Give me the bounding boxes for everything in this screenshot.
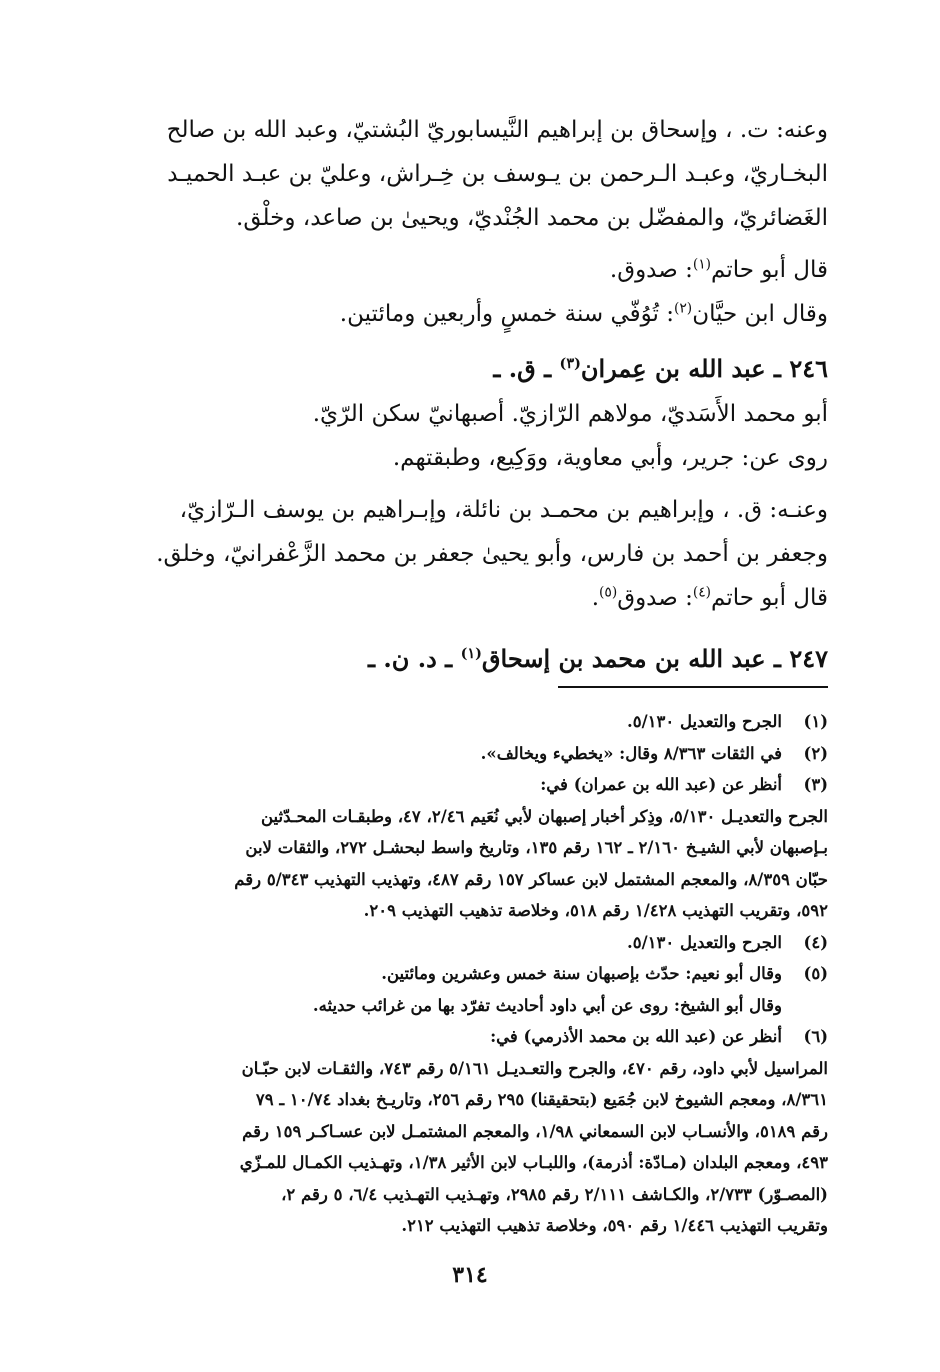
heading-text: ٢٤٧ ـ عبد الله بن محمد بن إسحاق <box>481 644 828 673</box>
footnote-3 <box>112 769 828 801</box>
heading-text: ٢٤٦ ـ عبد الله بن عِمران <box>580 354 828 383</box>
text-line: وعنـه: ق. ، وإبراهيم بن محمـد بن نائلة، وإبـراهيم بن يوسف الـرّازيّ، <box>179 497 828 523</box>
footnote-text: في الثقات ٨/٣٦٣ وقال: «يخطيء ويخالف». <box>480 743 782 763</box>
line-abu-hatim-2 <box>112 576 828 620</box>
footnote-ref[interactable]: (٥) <box>599 584 618 601</box>
footnote-number: (٤) <box>803 932 828 952</box>
text-span: : تُوُفّي سنة خمسٍ وأربعين ومائتين. <box>339 301 674 327</box>
footnote-3-line: الجرح والتعديـل ٥/١٣٠، وذِكر أخبار إصبهان لأبي نُعَيم ٢/٤٦، ٤٧، وطبقـات المحـدّثين <box>260 806 828 826</box>
footnote-5 <box>112 958 828 990</box>
footnote-number: (٣) <box>803 775 828 794</box>
footnote-6-line: وتقريب التهذيب ١/٤٤٦ رقم ٥٩٠، وخلاصة تذهيب التهذيب ٢١٢. <box>401 1216 828 1235</box>
footnote-5-line: وقال أبو الشيخ: روى عن أبي داود أحاديث تفرّد بها من غرائب حديثه. <box>312 995 782 1015</box>
line-rawa-an: روى عن: جرير، وأبي معاوية، ووَكِيع، وطبقتهم. <box>392 445 828 471</box>
paragraph-narrators-1 <box>112 108 828 240</box>
footnote-number: (٦) <box>803 1027 828 1046</box>
footnote-number: (٢) <box>803 743 828 763</box>
text-span: قال أبو حاتم <box>711 257 828 283</box>
footnote-ref[interactable]: (٣) <box>559 355 581 372</box>
footnote-6-line: ٤٩٣، ومعجم البلدان (مـادّة: أذرمة)، واللبـاب لابن الأثير ١/٣٨، وتهـذيب الكمـال للمـزّي <box>239 1153 828 1172</box>
footnote-6-line: رقم ٥١٨٩، والأنسـاب لابن السمعاني ١/٩٨، والمعجم المشتمـل لابن عسـاكـر ١٥٩ رقم <box>242 1121 828 1141</box>
text-span: . <box>591 585 600 611</box>
footnote-separator <box>558 686 828 688</box>
footnotes <box>112 706 828 1242</box>
text-span: : صدوق <box>617 585 693 611</box>
text-span: : صدوق. <box>609 257 693 283</box>
footnote-1 <box>112 706 828 738</box>
footnote-number: (١) <box>803 712 828 731</box>
text-line: الغَضائريّ، والمفضّل بن محمد الجُنْديّ، ويحيىٰ بن صاعد، وخلْق. <box>236 205 828 231</box>
footnote-ref[interactable]: (١) <box>460 645 482 662</box>
footnote-6-line: (المصـوّر) ٢/٧٣٣، والكـاشف ٢/١١١ رقم ٢٩٨٥، وتهـذيب التهـذيب ٦/٤، ٥ رقم ٢، <box>281 1184 828 1204</box>
line-abu-hatim-1 <box>112 248 828 292</box>
text-span: وقال ابن حيَّان <box>692 301 828 327</box>
text-line: وعنه: ت. ، وإسحاق بن إبراهيم النَّيسابوريّ البُشتيّ، وعبد الله بن صالح <box>166 117 828 143</box>
page-number: ٣١٤ <box>452 1262 488 1288</box>
footnote-number: (٥) <box>803 964 828 983</box>
footnote-text: الجرح والتعديل ٥/١٣٠. <box>626 712 782 731</box>
footnote-6-line: ٨/٣٦١، ومعجم الشيوخ لابن جُمَيع (بتحقيقنا) ٢٩٥ رقم ٢٥٦، وتاريـخ بغداد ١٠/٧٤ ـ ٧٩ <box>255 1090 828 1109</box>
footnote-3-line: ٥٩٢، وتقريب التهذيب ١/٤٢٨ رقم ٥١٨، وخلاصة تذهيب التهذيب ٢٠٩. <box>363 901 828 920</box>
footnote-3-line: حبّان ٨/٣٥٩، والمعجم المشتمل لابن عساكر ١٥٧ رقم ٤٨٧، وتهذيب التهذيب ٥/٣٤٣ رقم <box>234 869 828 889</box>
line-abu-muhammad: أبو محمد الأَسَديّ، مولاهم الرّازيّ. أصبهانيّ سكن الرّيّ. <box>312 401 828 427</box>
text-line: وجعفر بن أحمد بن فارس، وأبو يحيىٰ جعفر بن محمد الزَّعْفرانيّ، وخلق. <box>156 541 828 567</box>
footnote-4 <box>112 927 828 959</box>
main-text <box>112 108 828 682</box>
footnote-ref[interactable]: (٢) <box>673 300 693 317</box>
line-ibn-hayyan <box>112 292 828 336</box>
footnote-3-line: بـإصبهان لأبي الشيـخ ٢/١٦٠ ـ ١٦٢ رقم ١٣٥، وتاريخ واسط لبحشـل ٢٧٢، والثقات لابن <box>245 838 828 857</box>
footnote-6 <box>112 1021 828 1053</box>
footnote-text: وقال أبو نعيم: حدّث بإصبهان سنة خمس وعشرين ومائتين. <box>381 964 782 983</box>
text-span: قال أبو حاتم <box>711 585 828 611</box>
footnote-text: أنظر عن (عبد الله بن عمران) في: <box>540 775 782 794</box>
footnote-ref[interactable]: (٤) <box>692 584 712 601</box>
footnote-ref[interactable]: (١) <box>692 256 712 273</box>
entry-heading-247 <box>112 636 828 682</box>
heading-text: ـ ق. ـ <box>493 354 560 383</box>
footnote-2 <box>112 738 828 770</box>
footnote-text: أنظر عن (عبد الله بن محمد الأذرمي) في: <box>490 1027 782 1046</box>
entry-heading-246 <box>112 346 828 392</box>
paragraph-narrators-2 <box>112 488 828 576</box>
heading-text: ـ د. ن. ـ <box>368 644 461 673</box>
footnote-text: الجرح والتعديل ٥/١٣٠. <box>626 932 782 952</box>
footnote-6-line: المراسيل لأبي داود، رقم ٤٧٠، والجرح والتعـديـل ٥/١٦١ رقم ٧٤٣، والثقـات لابن حبّـان <box>241 1058 828 1078</box>
text-line: البخـاريّ، وعبـد الـرحمن بن يـوسف بن خِـراش، وعليّ بن عبـد الحميـد <box>167 161 828 187</box>
